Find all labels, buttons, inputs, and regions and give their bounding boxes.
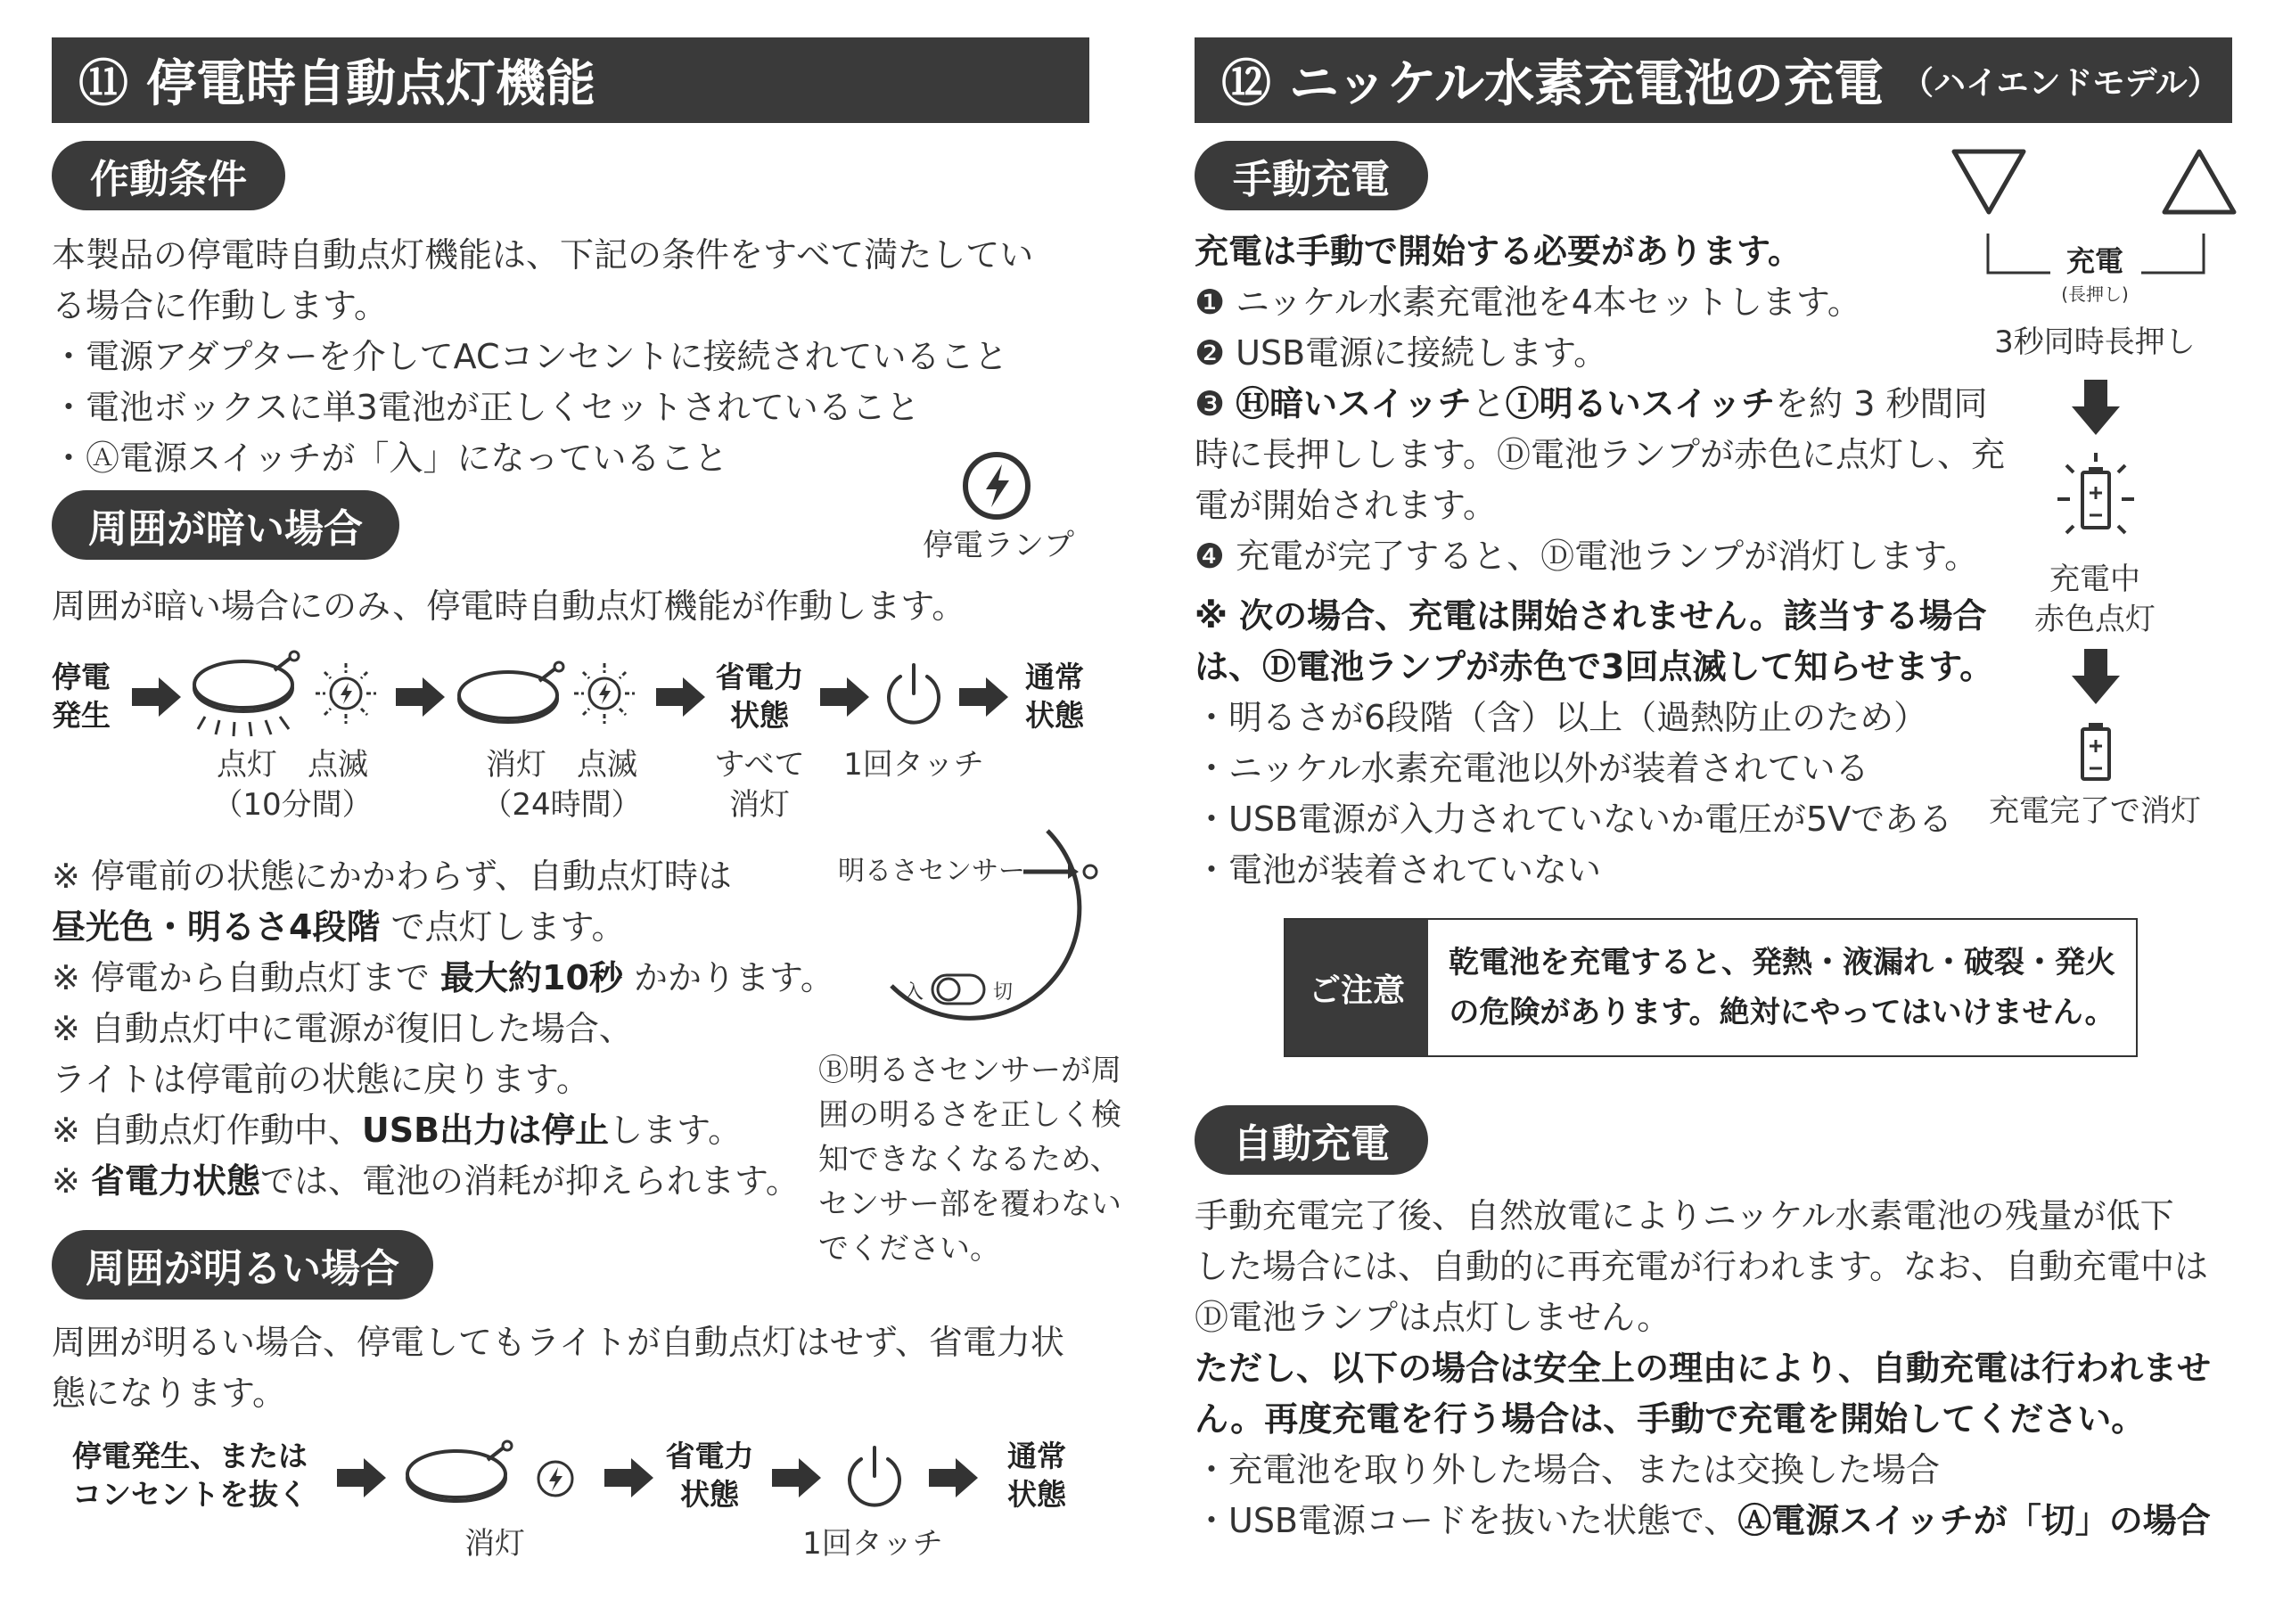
note-line: ※ 省電力状態では、電池の消耗が抑えられます。 bbox=[52, 1161, 800, 1201]
condition-item: ・ニッケル水素充電池以外が装着されている bbox=[1195, 749, 1869, 788]
conditions-text bbox=[52, 230, 1033, 484]
lead-line: 充電は手動で開始する必要があります。 bbox=[1195, 232, 1802, 271]
step-3-line: 時に長押しします。Ⓓ電池ランプが赤色に点灯し、充 bbox=[1195, 435, 2005, 474]
note-line: 昼光色・明るさ4段階 で点灯します。 bbox=[52, 907, 626, 947]
note-line: ※ 自動点灯中に電源が復旧した場合、 bbox=[52, 1009, 633, 1048]
condition-item: ・USB電源コードを抜いた状態で、Ⓐ電源スイッチが「切」の場合 bbox=[1195, 1501, 2211, 1540]
arrow-right-icon bbox=[959, 677, 1008, 717]
text-line: る場合に作動します。 bbox=[52, 286, 388, 325]
caution-label: ご注意 bbox=[1285, 920, 1428, 1055]
arrow-down-icon bbox=[2072, 649, 2120, 704]
arrow-right-icon bbox=[820, 677, 869, 717]
note-line: ※ 停電前の状態にかかわらず、自動点灯時は bbox=[52, 857, 732, 896]
text-line: ・電源アダプターを介してACコンセントに接続されていること bbox=[52, 337, 1008, 376]
light-off-icon bbox=[403, 1439, 528, 1510]
hold-label: 3秒同時長押し bbox=[1994, 324, 2196, 360]
arrow-down-icon bbox=[2072, 380, 2120, 435]
heading-dark: 周囲が暗い場合 bbox=[52, 490, 399, 560]
power-icon bbox=[842, 1444, 907, 1510]
text-line: した場合には、自動的に再充電が行われます。なお、自動充電中は bbox=[1195, 1247, 2208, 1286]
section-12-header bbox=[1195, 37, 2232, 123]
note-line: ライトは停電前の状態に戻ります。 bbox=[52, 1060, 590, 1099]
flow-caption: すべて 消灯 bbox=[714, 747, 805, 823]
sensor-label: 明るさセンサー bbox=[838, 856, 1025, 887]
text-line: 周囲が明るい場合、停電してもライトが自動点灯はせず、省電力状 bbox=[52, 1323, 1064, 1362]
step-1: ❶ ニッケル水素充電池を4本セットします。 bbox=[1195, 283, 1861, 322]
flow-normal: 通常 状態 bbox=[1025, 660, 1084, 733]
light-on-icon bbox=[185, 644, 310, 742]
bright-button-triangle-icon bbox=[2161, 146, 2238, 217]
flow-caption: 1回タッチ bbox=[802, 1526, 943, 1562]
flow-caption: 消灯 点滅 （24時間） bbox=[481, 747, 642, 823]
heading-bright: 周囲が明るい場合 bbox=[52, 1230, 433, 1300]
condition-item: ・明るさが6段階（含）以上（過熱防止のため） bbox=[1195, 698, 1928, 737]
caution-box bbox=[1284, 918, 2138, 1057]
outage-lamp-icon bbox=[961, 450, 1032, 521]
step-3: ❸ Ⓗ暗いスイッチとⒾ明るいスイッチを約 3 秒間同 bbox=[1195, 384, 1988, 423]
flow-start: 停電 発生 bbox=[52, 660, 111, 733]
arrow-right-icon bbox=[337, 1458, 386, 1497]
switch-on-label: 入 bbox=[904, 981, 924, 1004]
power-icon bbox=[881, 661, 947, 727]
battery-charging-icon bbox=[2047, 453, 2145, 551]
outage-lamp-icon bbox=[535, 1458, 576, 1499]
flow-caption: 消灯 bbox=[464, 1526, 525, 1562]
text-line: 本製品の停電時自動点灯機能は、下記の条件をすべて満たしてい bbox=[52, 235, 1034, 275]
flow-caption: 1回タッチ bbox=[843, 747, 984, 783]
text-line: 手動充電完了後、自然放電によりニッケル水素電池の残量が低下 bbox=[1195, 1196, 2174, 1235]
charging-label: 充電中 赤色点灯 bbox=[2034, 562, 2156, 637]
warning-line: ※ 次の場合、充電は開始されません。該当する場合 bbox=[1195, 596, 1987, 636]
text-line: Ⓓ電池ランプは点灯しません。 bbox=[1195, 1298, 1671, 1337]
dark-button-triangle-icon bbox=[1950, 146, 2027, 217]
flow-normal: 通常 状態 bbox=[1007, 1439, 1066, 1512]
long-press-label: (長押し) bbox=[2061, 283, 2129, 305]
section-number: ⑪ bbox=[78, 55, 128, 113]
arrow-right-icon bbox=[656, 677, 705, 717]
dark-notes bbox=[52, 851, 834, 1207]
caution-text: 乾電池を充電すると、発熱・液漏れ・破裂・発火 の危険があります。絶対にやってはいけません。 bbox=[1449, 945, 2115, 1030]
heading-auto-charge: 自動充電 bbox=[1195, 1105, 1428, 1175]
flow-power-save: 省電力 状態 bbox=[665, 1439, 754, 1512]
switch-off-label: 切 bbox=[993, 981, 1014, 1004]
sensor-note: Ⓑ明るさセンサーが周 囲の明るさを正しく検 知できなくなるため、 センサー部を覆わない でください。 bbox=[818, 1053, 1121, 1267]
arrow-right-icon bbox=[132, 677, 181, 717]
flow-start: 停電発生、または コンセントを抜く bbox=[72, 1439, 308, 1512]
charge-label: 充電 bbox=[2065, 244, 2123, 278]
manual-charge-text bbox=[1195, 226, 2005, 896]
dark-text: 周囲が暗い場合にのみ、停電時自動点灯機能が作動します。 bbox=[52, 586, 966, 626]
arrow-right-icon bbox=[929, 1458, 978, 1497]
step-4: ❹ 充電が完了すると、Ⓓ電池ランプが消灯します。 bbox=[1195, 537, 1979, 576]
section-title: ニッケル水素充電池の充電 bbox=[1289, 55, 1884, 113]
text-line: ただし、以下の場合は安全上の理由により、自動充電は行われませ bbox=[1195, 1349, 2212, 1388]
flow-power-save: 省電力 状態 bbox=[715, 660, 804, 733]
condition-item: ・電池が装着されていない bbox=[1195, 850, 1602, 890]
step-2: ❷ USB電源に接続します。 bbox=[1195, 333, 1608, 373]
note-line: ※ 自動点灯作動中、USB出力は停止します。 bbox=[52, 1111, 743, 1150]
note-line: ※ 停電から自動点灯まで 最大約10秒 かかります。 bbox=[52, 958, 834, 997]
battery-icon bbox=[2070, 720, 2122, 783]
outage-lamp-blink-icon bbox=[572, 661, 636, 726]
heading-conditions: 作動条件 bbox=[52, 141, 285, 210]
text-line: 態になります。 bbox=[52, 1374, 286, 1413]
warning-line: は、Ⓓ電池ランプが赤色で3回点滅して知らせます。 bbox=[1195, 647, 1994, 686]
arrow-right-icon bbox=[396, 677, 445, 717]
text-line: ・電池ボックスに単3電池が正しくセットされていること bbox=[52, 388, 920, 427]
section-subtitle: （ハイエンドモデル） bbox=[1901, 64, 2220, 102]
outage-lamp-blink-icon bbox=[314, 661, 378, 726]
flow-caption: 点灯 点滅 （10分間） bbox=[212, 747, 373, 823]
step-3-line: 電が開始されます。 bbox=[1195, 486, 1497, 525]
condition-item: ・充電池を取り外した場合、または交換した場合 bbox=[1195, 1450, 1941, 1489]
done-label: 充電完了で消灯 bbox=[1989, 793, 2201, 829]
outage-lamp-label: 停電ランプ bbox=[923, 528, 1074, 563]
heading-manual-charge: 手動充電 bbox=[1195, 141, 1428, 210]
light-off-icon bbox=[455, 660, 579, 731]
condition-item: ・USB電源が入力されていないか電圧が5Vである bbox=[1195, 800, 1953, 839]
text-line: ん。再度充電を行う場合は、手動で充電を開始してください。 bbox=[1195, 1399, 2146, 1439]
section-number: ⑫ bbox=[1221, 55, 1271, 113]
auto-charge-text bbox=[1195, 1191, 2211, 1546]
arrow-right-icon bbox=[772, 1458, 821, 1497]
text-line: ・Ⓐ電源スイッチが「入」になっていること bbox=[52, 439, 728, 478]
section-title: 停電時自動点灯機能 bbox=[146, 55, 595, 113]
power-switch-icon bbox=[931, 973, 986, 1005]
arrow-right-icon bbox=[604, 1458, 653, 1497]
section-11-header bbox=[52, 37, 1089, 123]
bright-text bbox=[52, 1317, 1064, 1419]
